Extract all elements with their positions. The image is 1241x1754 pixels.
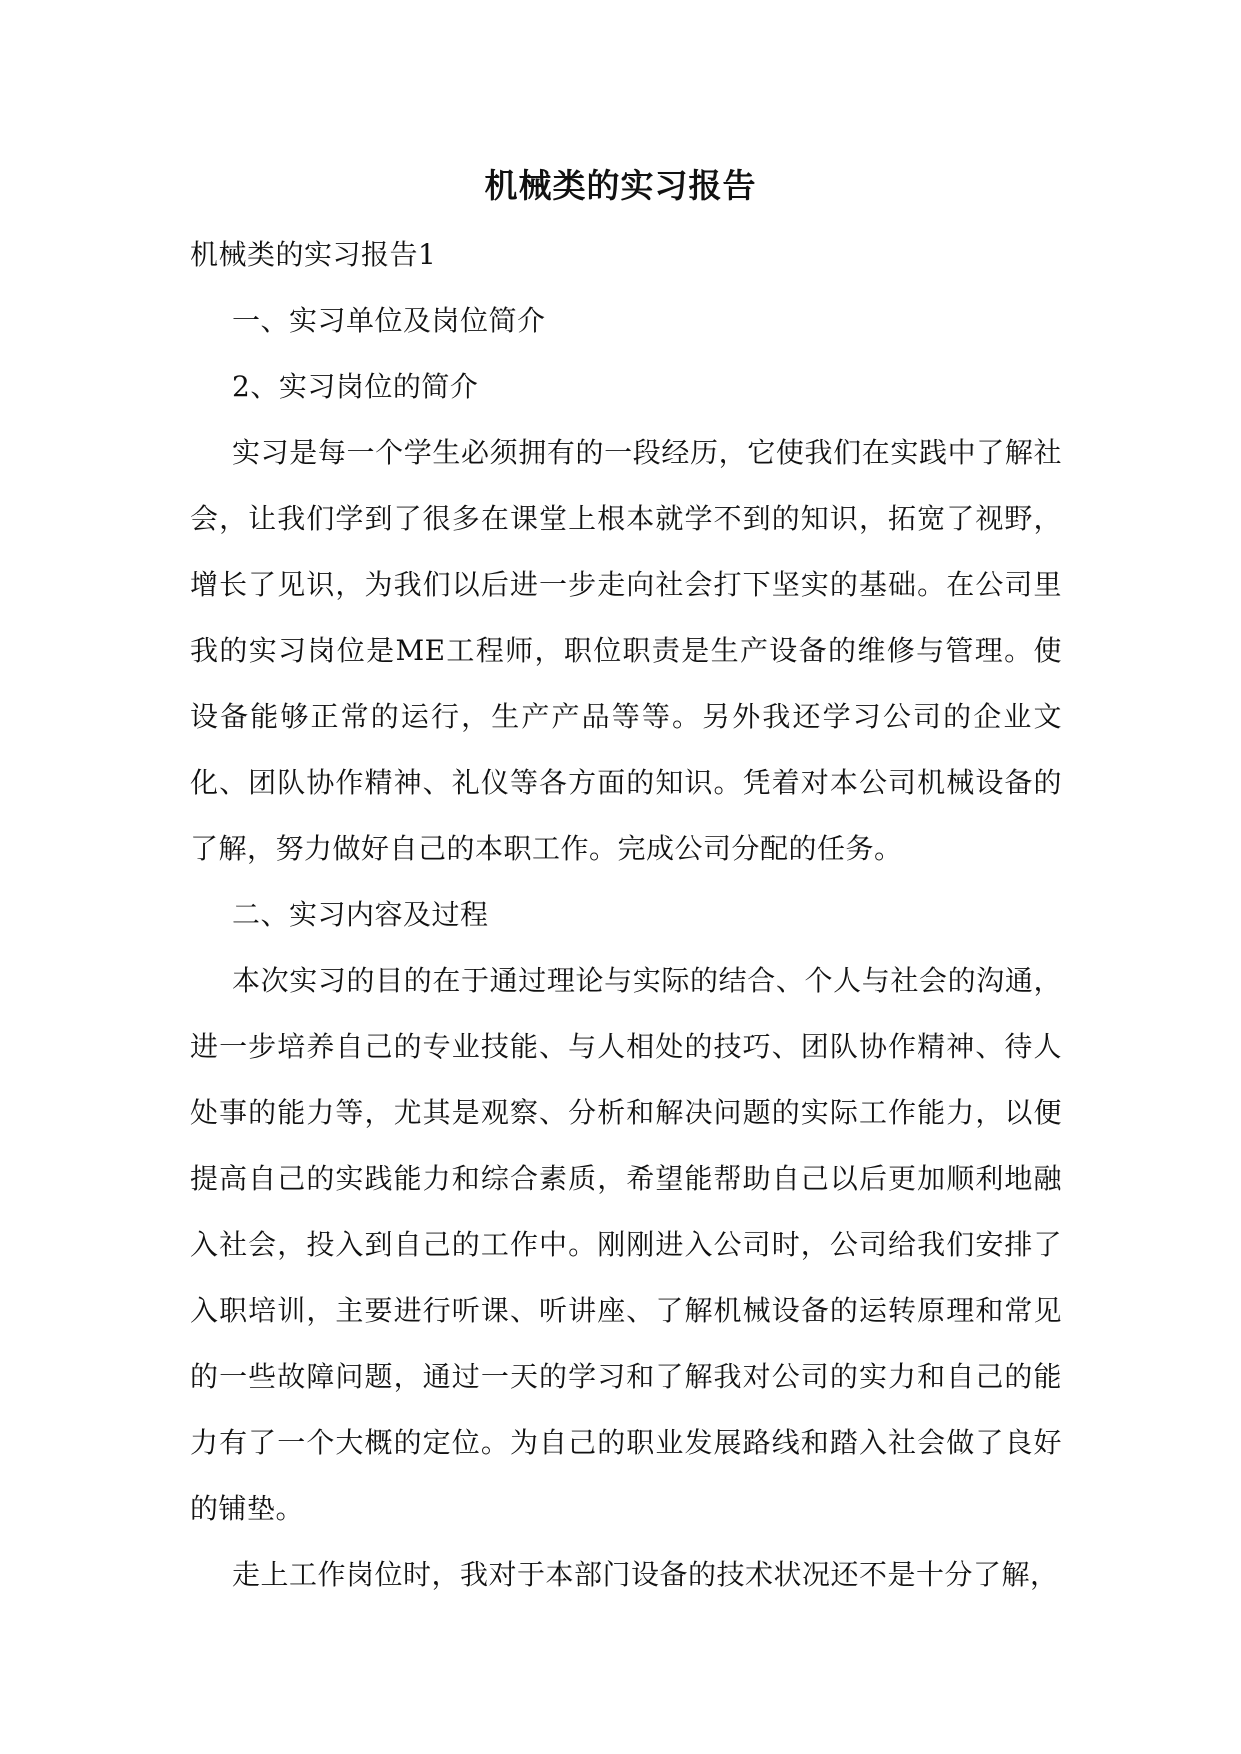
report-subtitle: 机械类的实习报告1: [190, 238, 437, 271]
paragraph-1: 实习是每一个学生必须拥有的一段经历，它使我们在实践中了解社会，让我们学到了很多在课堂上根本就学不到的知识，拓宽了视野，增长了见识，为我们以后进一步走向社会打下坚实的基础。在公司里我的实习岗位是ME工程师，职位职责是生产设备的维修与管理。使设备能够正常的运行，生产产品等等。另外我还学习公司的企业文化、团队协作精神、礼仪等各方面的知识。凭着对本公司机械设备的了解，努力做好自己的本职工作。完成公司分配的任务。: [190, 436, 1062, 865]
paragraph-2: 本次实习的目的在于通过理论与实际的结合、个人与社会的沟通，进一步培养自己的专业技能、与人相处的技巧、团队协作精神、待人处事的能力等，尤其是观察、分析和解决问题的实际工作能力，以便提高自己的实践能力和综合素质，希望能帮助自己以后更加顺利地融入社会，投入到自己的工作中。刚刚进入公司时，公司给我们安排了入职培训，主要进行听课、听讲座、了解机械设备的运转原理和常见的一些故障问题，通过一天的学习和了解我对公司的实力和自己的能力有了一个大概的定位。为自己的职业发展路线和踏入社会做了良好的铺垫。: [190, 964, 1062, 1525]
document-title: 机械类的实习报告: [484, 166, 757, 205]
paragraph-3: 走上工作岗位时，我对于本部门设备的技术状况还不是十分了解，: [232, 1558, 1059, 1591]
section-heading-1: 一、实习单位及岗位简介: [232, 304, 546, 337]
subsection-heading: 2、实习岗位的简介: [232, 370, 479, 403]
section-heading-2: 二、实习内容及过程: [232, 898, 489, 931]
document-body: [190, 222, 1062, 1608]
